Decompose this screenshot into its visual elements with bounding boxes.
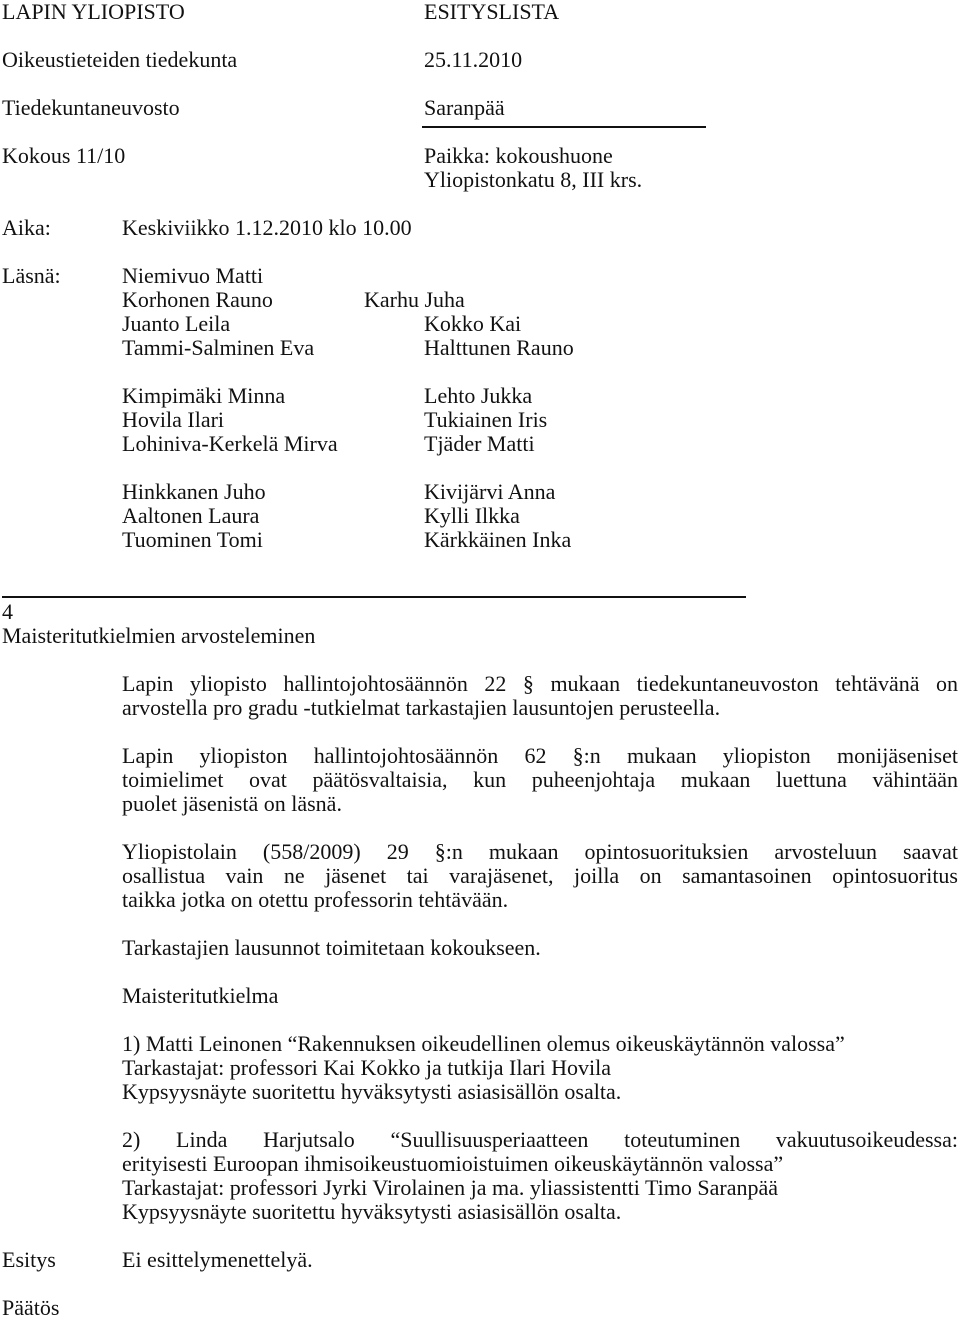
paragraph-regulation-22 [122, 672, 958, 720]
present-member: Kivijärvi Anna [424, 479, 556, 504]
thesis-line: 2) Linda Harjutsalo “Suullisuusperiaatteen toteutuminen vakuutusoikeudessa: [122, 1127, 958, 1152]
present-member: Tukiainen Iris [424, 407, 548, 432]
paragraph-line: osallistua vain ne jäsenet tai varajäsenet, joilla on samantasoinen opintosuoritus [122, 863, 958, 888]
paragraph-regulation-62 [122, 744, 958, 816]
meeting-place-line2: Yliopistonkatu 8, III krs. [424, 167, 643, 192]
present-label: Läsnä: [2, 263, 61, 288]
present-member: Tuominen Tomi [122, 527, 263, 552]
thesis-line: 1) Matti Leinonen “Rakennuksen oikeudellinen olemus oikeuskäytännön valossa” [122, 1031, 845, 1056]
thesis-line: Kypsyysnäyte suoritettu hyväksytysti asiasisällön osalta. [122, 1079, 622, 1104]
present-member: Aaltonen Laura [122, 503, 260, 528]
present-member: Kimpimäki Minna [122, 383, 286, 408]
statement-line: Tarkastajien lausunnot toimitetaan kokoukseen. [122, 935, 541, 960]
proposal-label: Esitys [2, 1247, 56, 1272]
university-name: LAPIN YLIOPISTO [2, 0, 185, 24]
present-chair: Niemivuo Matti [122, 263, 264, 288]
meeting-number: Kokous 11/10 [2, 143, 126, 168]
present-member: Tjäder Matti [424, 431, 535, 456]
present-member: Korhonen Rauno [122, 287, 273, 312]
meeting-place-line1: Paikka: kokoushuone [424, 143, 613, 168]
paragraph-line: toimielimet ovat päätösvaltaisia, kun puheenjohtaja mukaan luettuna vähintään [122, 767, 958, 792]
present-member: Tammi-Salminen Eva [122, 335, 315, 360]
present-member: Kylli Ilkka [424, 503, 520, 528]
thesis-2 [122, 1128, 958, 1224]
present-member: Hinkkanen Juho [122, 479, 266, 504]
paragraph-line: Yliopistolain (558/2009) 29 §:n mukaan opintosuorituksien arvosteluun saavat [122, 839, 958, 864]
present-member: Lehto Jukka [424, 383, 533, 408]
header-divider [422, 126, 706, 128]
thesis-line: erityisesti Euroopan ihmisoikeustuomioistuimen oikeuskäytännön valossa” [122, 1151, 784, 1176]
item-divider [2, 596, 746, 598]
paragraph-line: Lapin yliopiston hallintojohtosäännön 62 §:n mukaan yliopiston monijäseniset [122, 743, 958, 768]
paragraph-line: taikka jotka on otettu professorin tehtävään. [122, 887, 509, 912]
thesis-line: Tarkastajat: professori Jyrki Virolainen ja ma. yliassistentti Timo Saranpää [122, 1175, 779, 1200]
paragraph-university-act [122, 840, 958, 912]
thesis-line: Tarkastajat: professori Kai Kokko ja tutkija Ilari Hovila [122, 1055, 612, 1080]
present-member: Kokko Kai [424, 311, 522, 336]
faculty-name: Oikeustieteiden tiedekunta [2, 47, 238, 72]
decision-label: Päätös [2, 1295, 60, 1320]
present-member: Hovila Ilari [122, 407, 225, 432]
presenter-name: Saranpää [424, 95, 505, 120]
present-member: Halttunen Rauno [424, 335, 574, 360]
thesis-line: Kypsyysnäyte suoritettu hyväksytysti asiasisällön osalta. [122, 1199, 622, 1224]
item-number: 4 [2, 599, 13, 624]
item-title: Maisteritutkielmien arvosteleminen [2, 623, 316, 648]
present-member: Karhu Juha [364, 287, 465, 312]
thesis-1 [122, 1032, 958, 1104]
section-heading: Maisteritutkielma [122, 983, 279, 1008]
governing-body: Tiedekuntaneuvosto [2, 95, 180, 120]
paragraph-line: puolet jäsenistä on läsnä. [122, 791, 342, 816]
present-member: Juanto Leila [122, 311, 231, 336]
paragraph-line: Lapin yliopisto hallintojohtosäännön 22 § mukaan tiedekuntaneuvoston tehtävänä on [122, 671, 958, 696]
present-member: Lohiniva-Kerkelä Mirva [122, 431, 338, 456]
document-type: ESITYSLISTA [424, 0, 560, 24]
document-date: 25.11.2010 [424, 47, 523, 72]
present-member: Kärkkäinen Inka [424, 527, 572, 552]
time-label: Aika: [2, 215, 51, 240]
time-value: Keskiviikko 1.12.2010 klo 10.00 [122, 215, 412, 240]
proposal-text: Ei esittelymenettelyä. [122, 1247, 313, 1272]
paragraph-line: arvostella pro gradu -tutkielmat tarkastajien lausuntojen perusteella. [122, 695, 721, 720]
